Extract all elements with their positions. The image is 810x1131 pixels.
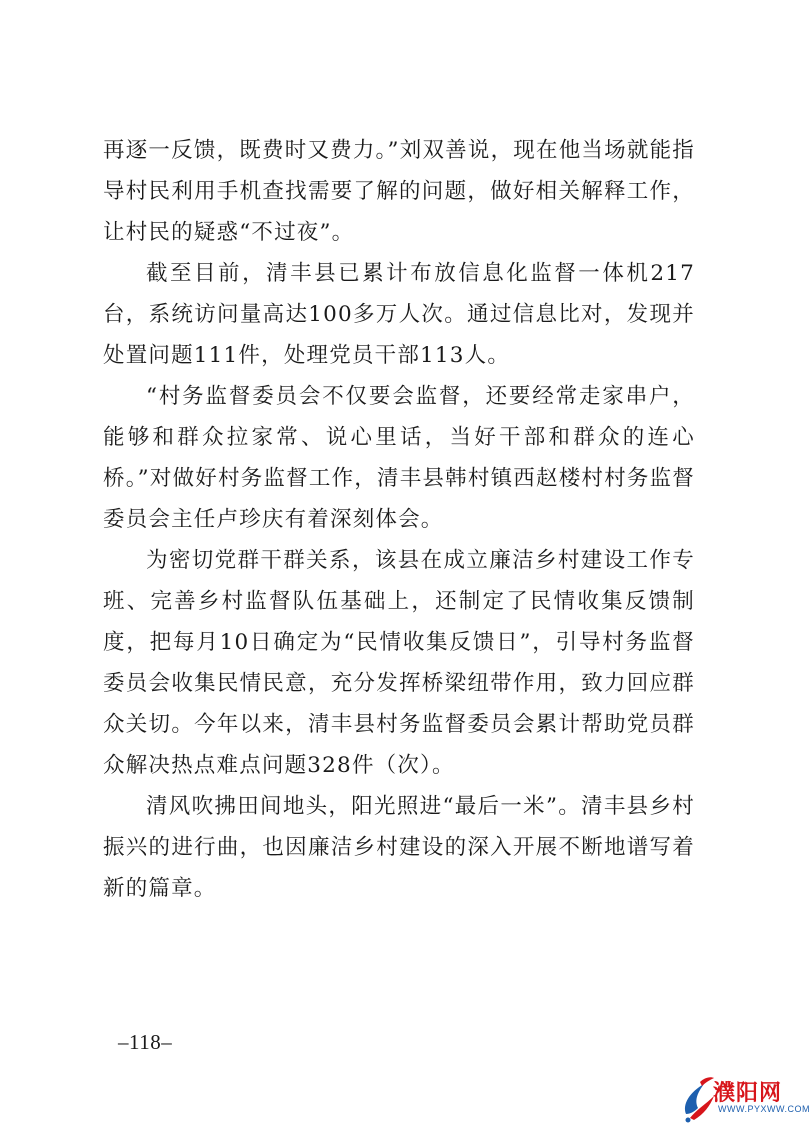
pyxww-logo-swoosh-icon [680, 1074, 716, 1124]
logo-name: 濮阳网 [713, 1081, 783, 1106]
site-watermark-logo [680, 1074, 810, 1126]
article-body [103, 130, 695, 909]
logo-url: WWW.PYXWW.COM [718, 1104, 810, 1114]
paragraph-feedback-system: 为密切党群干群关系，该县在成立廉洁乡村建设工作专班、完善乡村监督队伍基础上，还制定了民情收集反馈制度，把每月10日确定为“民情收集反馈日”，引导村务监督委员会收集民情民意，充分发挥桥梁纽带作用，致力回应群众关切。今年以来，清丰县村务监督委员会累计帮助党员群众解决热点难点问题328件（次）。 [103, 548, 695, 778]
paragraph-quote: “村务监督委员会不仅要会监督，还要经常走家串户，能够和群众拉家常、说心里话，当好干部和群众的连心桥。”对做好村务监督工作，清丰县韩村镇西赵楼村村务监督委员会主任卢珍庆有着深刻体会。 [103, 384, 695, 532]
paragraph-continued: 再逐一反馈，既费时又费力。”刘双善说，现在他当场就能指导村民利用手机查找需要了解的问题，做好相关解释工作，让村民的疑惑“不过夜”。 [103, 138, 695, 245]
paragraph-statistics: 截至目前，清丰县已累计布放信息化监督一体机217台，系统访问量高达100多万人次。通过信息比对，发现并处置问题111件，处理党员干部113人。 [103, 261, 695, 368]
paragraph-conclusion: 清风吹拂田间地头，阳光照进“最后一米”。清丰县乡村振兴的进行曲，也因廉洁乡村建设的深入开展不断地谱写着新的篇章。 [103, 794, 695, 901]
page-number: –118– [118, 1030, 173, 1054]
